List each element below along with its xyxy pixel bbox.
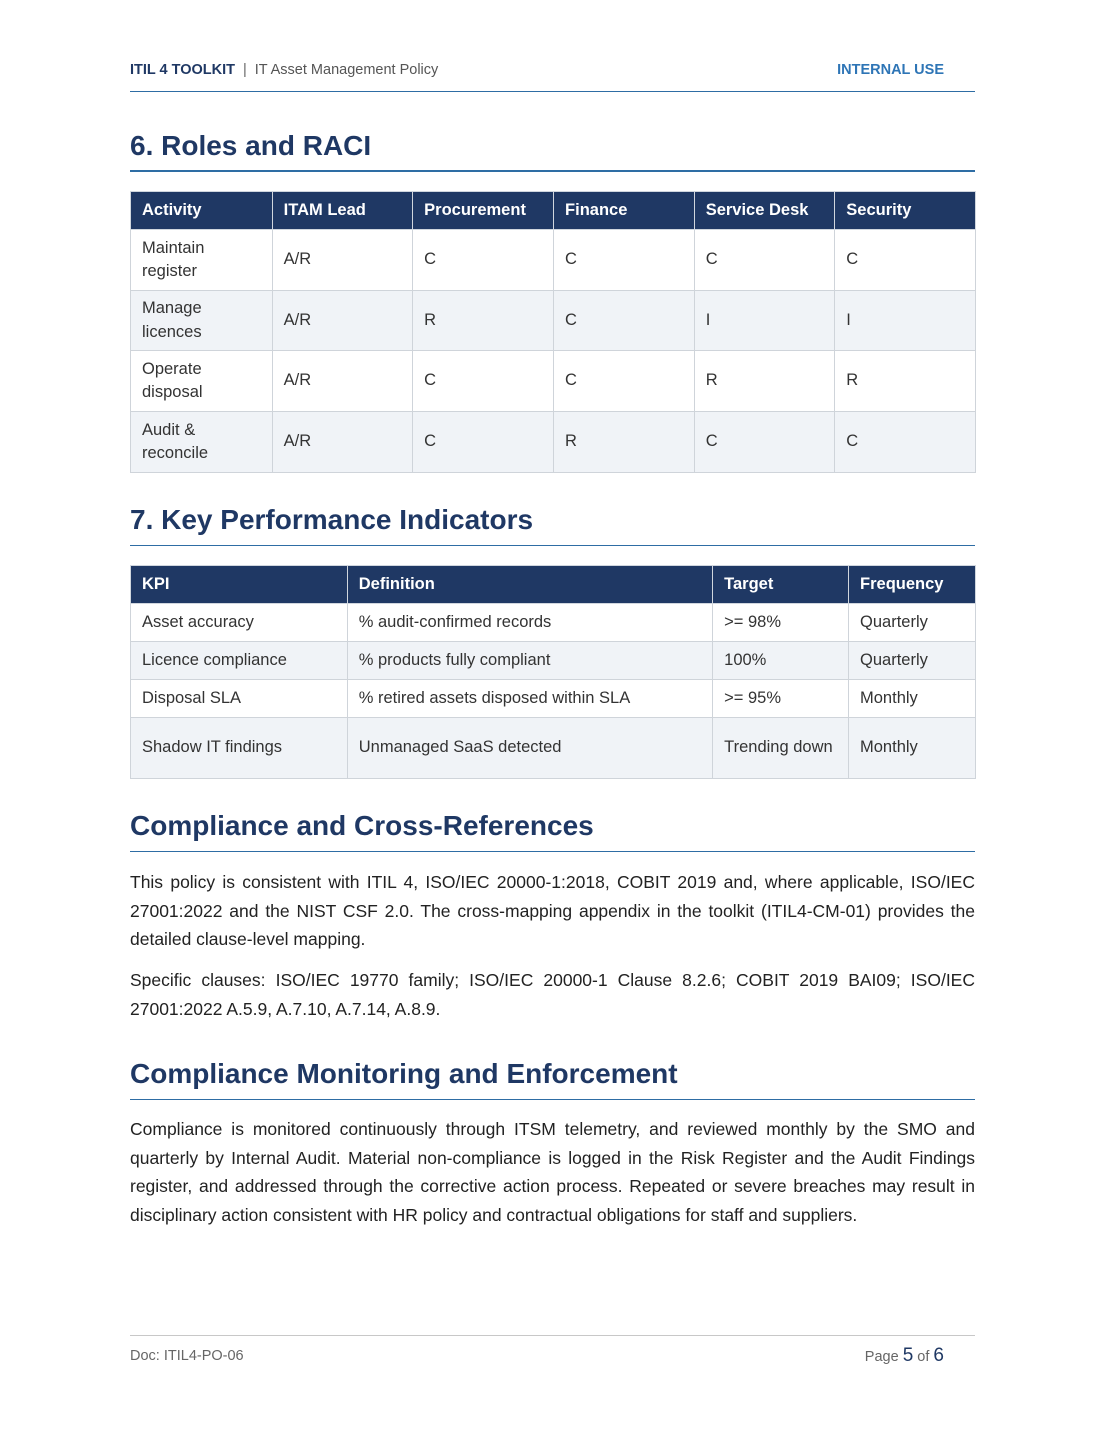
kpi-col-frequency: Frequency <box>849 566 976 604</box>
raci-col-activity: Activity <box>131 192 273 230</box>
raci-cell: R <box>554 412 695 473</box>
table-row <box>131 291 976 351</box>
kpi-col-target: Target <box>713 566 849 604</box>
page-total: 6 <box>933 1345 944 1366</box>
table-row <box>131 642 976 680</box>
raci-cell: C <box>554 291 695 351</box>
raci-cell: C <box>835 412 976 473</box>
raci-cell: A/R <box>272 351 413 412</box>
kpi-cell: >= 95% <box>713 680 849 718</box>
page-number: 5 <box>902 1345 914 1366</box>
raci-cell: A/R <box>272 291 413 351</box>
raci-col-itam-lead: ITAM Lead <box>272 192 413 230</box>
kpi-cell: Trending down <box>713 718 849 779</box>
raci-cell: C <box>835 230 976 291</box>
raci-col-security: Security <box>835 192 976 230</box>
raci-cell: C <box>554 230 695 291</box>
monitoring-heading: Compliance Monitoring and Enforcement <box>130 1058 678 1089</box>
kpi-cell: Quarterly <box>849 604 976 642</box>
kpi-heading-rule <box>130 545 975 546</box>
kpi-cell: Quarterly <box>849 642 976 680</box>
raci-cell: C <box>694 230 835 291</box>
raci-col-finance: Finance <box>554 192 695 230</box>
raci-cell: C <box>413 351 554 412</box>
table-row <box>131 680 976 718</box>
kpi-cell: % retired assets disposed within SLA <box>347 680 712 718</box>
monitoring-heading-rule <box>130 1099 975 1100</box>
raci-cell: C <box>554 351 695 412</box>
kpi-cell: Asset accuracy <box>131 604 348 642</box>
kpi-header-row <box>131 566 976 604</box>
raci-col-service-desk: Service Desk <box>694 192 835 230</box>
kpi-cell: Monthly <box>849 680 976 718</box>
kpi-cell: % products fully compliant <box>347 642 712 680</box>
raci-cell: A/R <box>272 412 413 473</box>
table-row <box>131 604 976 642</box>
monitoring-paragraph: Compliance is monitored continuously through ITSM telemetry, and reviewed monthly by the SMO and quarterly by Internal Audit. Material non-compliance is logged in the Risk Register and the Audit Findings register, and addressed through the corrective action process. Repeated or severe breaches may result in disciplinary action consistent with HR policy and contractual obligations for staff and suppliers. <box>130 1119 975 1225</box>
raci-cell: Operate disposal <box>131 351 273 412</box>
kpi-cell: Unmanaged SaaS detected <box>347 718 712 779</box>
page-word: Page <box>864 1349 899 1365</box>
raci-cell: C <box>413 230 554 291</box>
kpi-cell: Monthly <box>849 718 976 779</box>
kpi-col-kpi: KPI <box>131 566 348 604</box>
table-row <box>131 351 976 412</box>
document-id: Doc: ITIL4-PO-06 <box>130 1348 244 1364</box>
kpi-cell: Licence compliance <box>131 642 348 680</box>
raci-heading-rule <box>130 170 975 172</box>
raci-cell: R <box>413 291 554 351</box>
table-row <box>131 718 976 779</box>
raci-cell: C <box>413 412 554 473</box>
table-row <box>131 230 976 291</box>
header-separator: | <box>243 62 247 78</box>
raci-table <box>130 191 976 473</box>
kpi-cell: >= 98% <box>713 604 849 642</box>
raci-col-procurement: Procurement <box>413 192 554 230</box>
kpi-cell: Disposal SLA <box>131 680 348 718</box>
document-title: IT Asset Management Policy <box>254 62 439 78</box>
table-row <box>131 412 976 473</box>
raci-cell: Manage licences <box>131 291 273 351</box>
compliance-paragraph-2: Specific clauses: ISO/IEC 19770 family; ISO/IEC 20000-1 Clause 8.2.6; COBIT 2019 BAI09; ISO/IEC 27001:2022 A.5.9, A.7.10, A.7.14, A.8.9. <box>130 970 975 1019</box>
kpi-col-definition: Definition <box>347 566 712 604</box>
raci-cell: R <box>835 351 976 412</box>
compliance-heading: Compliance and Cross-References <box>130 810 594 841</box>
raci-cell: Maintain register <box>131 230 273 291</box>
page-indicator <box>865 1345 944 1367</box>
raci-cell: A/R <box>272 230 413 291</box>
compliance-paragraph-1: This policy is consistent with ITIL 4, ISO/IEC 20000-1:2018, COBIT 2019 and, where applicable, ISO/IEC 27001:2022 and the NIST CSF 2.0. The cross-mapping appendix in the toolkit (ITIL4-CM-01) provides the detailed clause-level mapping. <box>130 872 975 949</box>
raci-cell: R <box>694 351 835 412</box>
raci-cell: I <box>694 291 835 351</box>
page-footer <box>130 1335 975 1366</box>
classification-label: INTERNAL USE <box>837 62 944 78</box>
compliance-heading-rule <box>130 851 975 852</box>
raci-header-row <box>131 192 976 230</box>
kpi-cell: % audit-confirmed records <box>347 604 712 642</box>
kpi-table <box>130 565 976 779</box>
toolkit-brand: ITIL 4 TOOLKIT <box>130 62 235 78</box>
raci-cell: Audit & reconcile <box>131 412 273 473</box>
page-header <box>130 62 975 92</box>
kpi-heading: 7. Key Performance Indicators <box>130 504 534 535</box>
kpi-cell: 100% <box>713 642 849 680</box>
raci-cell: C <box>694 412 835 473</box>
kpi-cell: Shadow IT findings <box>131 718 348 779</box>
of-word: of <box>917 1349 930 1365</box>
raci-cell: I <box>835 291 976 351</box>
raci-heading: 6. Roles and RACI <box>130 130 372 161</box>
